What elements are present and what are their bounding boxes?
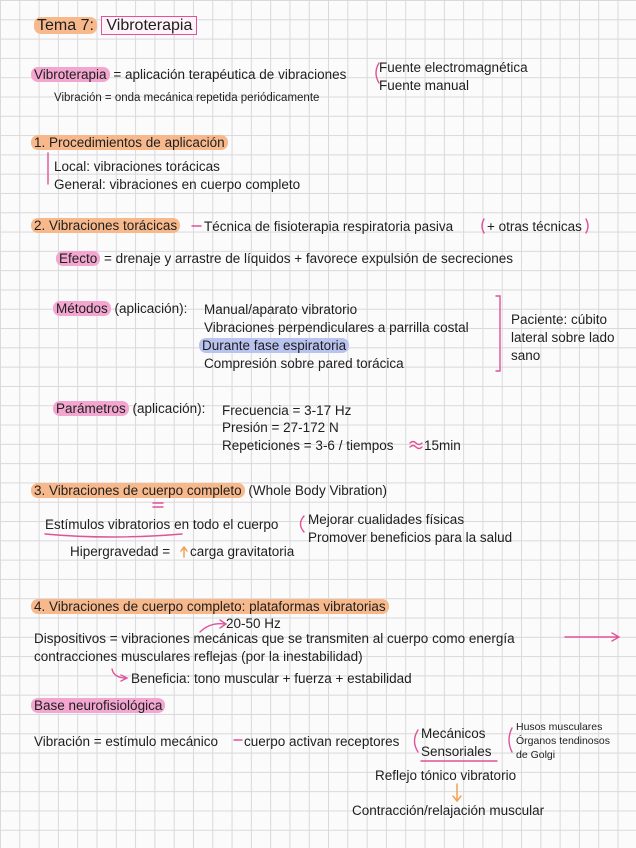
arrow-hz	[200, 620, 226, 632]
s2-metodo-2: Vibraciones perpendiculares a parrilla costal	[204, 320, 469, 335]
s2-param-frecuencia: Frecuencia = 3-17 Hz	[222, 403, 352, 418]
s2-efecto-text: = drenaje y arrastre de líquidos + favorece expulsión de secreciones	[104, 251, 514, 266]
s4-heading-text: 4. Vibraciones de cuerpo completo: plataformas vibratorias	[31, 599, 389, 614]
s1-item-general: General: vibraciones en cuerpo completo	[54, 177, 301, 192]
s3-hiper: Hipergravedad =	[70, 544, 171, 559]
paren-close-s2	[586, 219, 588, 233]
title-topic: Vibroterapia	[101, 16, 197, 35]
underline-estimulos	[45, 534, 182, 537]
s2-desc: Técnica de fisioterapia respiratoria pasiva	[204, 219, 454, 234]
s4-type-golgi: de Golgi	[516, 749, 556, 761]
intro-definition-text: = aplicación terapéutica de vibraciones	[113, 67, 347, 82]
s3-estimulos-suffix: en todo el cuerpo	[174, 517, 279, 532]
s2-metodos-label-text: Métodos	[53, 301, 111, 316]
s4-line2: contracciones musculares reflejas (por la inestabilidad)	[34, 649, 363, 664]
s4-reflejo: Reflejo tónico vibratorio	[375, 768, 517, 783]
intro-source-2: Fuente manual	[379, 78, 470, 93]
s3-estimulos-text: Estímulos vibratorios	[45, 517, 171, 532]
arrow-up-carga	[181, 547, 187, 557]
s2-extra: + otras técnicas	[487, 219, 582, 234]
s2-metodo-1: Manual/aparato vibratorio	[204, 302, 358, 317]
s3-benefit-2: Promover beneficios para la salud	[308, 530, 513, 545]
arrow-energia	[565, 633, 619, 641]
intro-note: Vibración = onda mecánica repetida periódicamente	[54, 92, 320, 104]
paren-open-s2	[482, 219, 484, 233]
approx-tiempos	[410, 442, 422, 449]
s2-paciente-3: sano	[511, 348, 541, 363]
s2-efecto-label: Efecto	[56, 251, 100, 266]
s2-parametros-label-text: Parámetros	[53, 401, 129, 416]
brace-benefits	[301, 516, 305, 532]
brace-intro	[376, 63, 379, 83]
s2-heading-text: 2. Vibraciones torácicas	[31, 218, 180, 233]
equals-marks	[153, 503, 163, 507]
s4-receptor-mecanicos: Mecánicos	[421, 726, 486, 741]
s2-metodos-suffix: (aplicación):	[114, 301, 188, 316]
arrow-down-reflejo	[453, 784, 461, 801]
s3-benefit-1: Mejorar cualidades físicas	[308, 512, 465, 527]
s2-paciente-1: Paciente: cúbito	[511, 312, 608, 327]
s4-base-text: Base neurofisiológica	[31, 698, 165, 713]
s4-beneficia: Beneficia: tono muscular + fuerza + estabilidad	[131, 671, 412, 686]
s4-type-organos: Órganos tendinosos	[516, 735, 610, 747]
s4-receptor-sensoriales: Sensoriales	[421, 744, 492, 759]
s3-heading-text: 3. Vibraciones de cuerpo completo	[31, 483, 245, 498]
s3-heading-suffix: (Whole Body Vibration)	[248, 483, 387, 498]
intro-source-1: Fuente electromagnética	[379, 60, 528, 75]
title-label: Tema 7:	[34, 17, 97, 34]
s4-contraccion: Contracción/relajación muscular	[352, 803, 545, 818]
s2-parametros-suffix: (aplicación):	[132, 401, 206, 416]
s4-type-husos: Husos musculares	[516, 721, 603, 733]
brace-types	[509, 728, 512, 752]
s2-param-repeticiones: Repeticiones = 3-6 / tiempos	[222, 438, 394, 453]
s2-param-presion: Presión = 27-172 N	[222, 420, 339, 435]
bracket-paciente	[496, 296, 500, 371]
s2-paciente-2: lateral sobre lado	[511, 330, 615, 345]
s4-vib: Vibración = estímulo mecánico	[34, 734, 218, 749]
s2-param-tiempo: 15min	[424, 438, 461, 453]
s4-hz: 20-50 Hz	[226, 616, 281, 631]
s1-heading-text: 1. Procedimientos de aplicación	[31, 135, 228, 150]
intro-term: Vibroterapia	[31, 67, 110, 82]
s2-metodo-3-text: Durante fase espiratoria	[199, 338, 349, 353]
s3-hiper-suffix: carga gravitatoria	[190, 544, 295, 559]
s2-metodo-4: Compresión sobre pared torácica	[204, 356, 404, 371]
s4-vib2: cuerpo activan receptores	[244, 734, 400, 749]
s1-item-local: Local: vibraciones torácicas	[54, 159, 220, 174]
brace-receptors	[415, 730, 419, 752]
s4-line1: Dispositivos = vibraciones mecánicas que se transmiten al cuerpo como energía	[34, 631, 515, 646]
arrow-beneficia	[112, 669, 127, 681]
